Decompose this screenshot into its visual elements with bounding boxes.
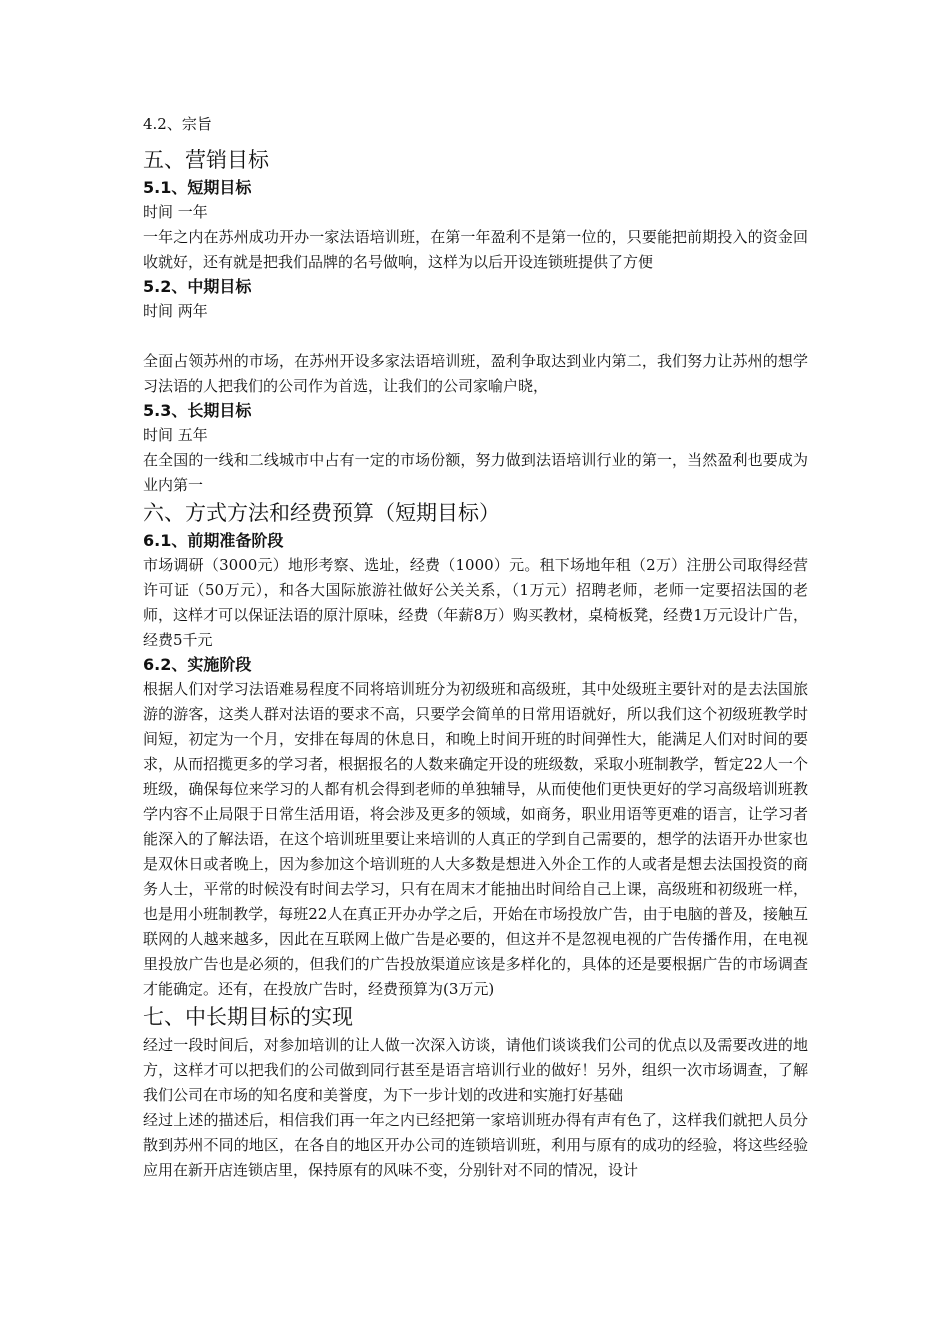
- section-7-heading: 七、中长期目标的实现: [143, 1005, 353, 1029]
- section-7-body-1: 经过一段时间后，对参加培训的让人做一次深入访谈，请他们谈谈我们公司的优点以及需要改进的地方，这样才可以把我们的公司做到同行甚至是语言培训行业的做好！另外，组织一次市场调查，了解我们公司在市场的知名度和美誉度，为下一步计划的改进和实施打好基础: [143, 1036, 808, 1104]
- section-5-1-heading: 5.1、短期目标: [143, 178, 252, 197]
- section-5-1-body: 一年之内在苏州成功开办一家法语培训班，在第一年盈利不是第一位的，只要能把前期投入的资金回收就好，还有就是把我们品牌的名号做响，这样为以后开设连锁班提供了方便: [143, 228, 808, 271]
- section-5-2-heading: 5.2、中期目标: [143, 277, 252, 296]
- section-5-1-time: 时间 一年: [143, 203, 208, 221]
- section-4-2-label: 4.2、宗旨: [143, 115, 212, 133]
- spacer: [143, 137, 808, 145]
- section-5-2-time: 时间 两年: [143, 302, 208, 320]
- section-6-1-body: 市场调研（3000元）地形考察、选址，经费（1000）元。租下场地年租（2万）注册公司取得经营许可证（50万元），和各大国际旅游社做好公关关系，（1万元）招聘老师，老师一定要招法国的老师，这样才可以保证法语的原汁原味，经费（年薪8万）购买教材，桌椅板凳，经费1万元设计广告，经费5千元: [143, 556, 808, 649]
- spacer: [143, 324, 808, 349]
- section-5-3-heading: 5.3、长期目标: [143, 401, 252, 420]
- section-5-3-time: 时间 五年: [143, 426, 208, 444]
- section-6-1-heading: 6.1、前期准备阶段: [143, 531, 284, 550]
- section-7-body-2: 经过上述的描述后，相信我们再一年之内已经把第一家培训班办得有声有色了，这样我们就把人员分散到苏州不同的地区，在各自的地区开办公司的连锁培训班，利用与原有的成功的经验，将这些经验应用在新开店连锁店里，保持原有的风味不变，分别针对不同的情况，设计: [143, 1111, 808, 1179]
- section-5-3-body: 在全国的一线和二线城市中占有一定的市场份额，努力做到法语培训行业的第一，当然盈利也要成为业内第一: [143, 451, 808, 494]
- section-5-2-body: 全面占领苏州的市场，在苏州开设多家法语培训班，盈利争取达到业内第二，我们努力让苏州的想学习法语的人把我们的公司作为首选，让我们的公司家喻户晓，: [143, 352, 808, 395]
- section-6-2-body: 根据人们对学习法语难易程度不同将培训班分为初级班和高级班，其中处级班主要针对的是去法国旅游的游客，这类人群对法语的要求不高，只要学会简单的日常用语就好，所以我们这个初级班教学时间短，初定为一个月，安排在每周的休息日，和晚上时间开班的时间弹性大，能满足人们对时间的要求，从而招揽更多的学习者，根据报名的人数来确定开设的班级数，采取小班制教学，暂定22人一个班级，确保每位来学习的人都有机会得到老师的单独辅导，从而使他们更快更好的学习高级培训班教学内容不止局限于日常生活用语，将会涉及更多的领域，如商务，职业用语等更难的语言，让学习者能深入的了解法语，在这个培训班里要让来培训的人真正的学到自己需要的，想学的法语开办世家也是双休日或者晚上，因为参加这个培训班的人大多数是想进入外企工作的人或者是想去法国投资的商务人士，平常的时候没有时间去学习，只有在周末才能抽出时间给自己上课，高级班和初级班一样，也是用小班制教学，每班22人在真正开办办学之后，开始在市场投放广告，由于电脑的普及，接触互联网的人越来越多，因此在互联网上做广告是必要的，但这并不是忽视电视的广告传播作用，在电视里投放广告也是必须的，但我们的广告投放渠道应该是多样化的，具体的还是要根据广告的市场调查才能确定。还有，在投放广告时，经费预算为(3万元): [143, 680, 808, 998]
- section-6-2-heading: 6.2、实施阶段: [143, 655, 252, 674]
- section-6-heading: 六、方式方法和经费预算（短期目标）: [143, 501, 500, 525]
- section-5-heading: 五、营销目标: [143, 148, 269, 172]
- document-page: [143, 112, 808, 1183]
